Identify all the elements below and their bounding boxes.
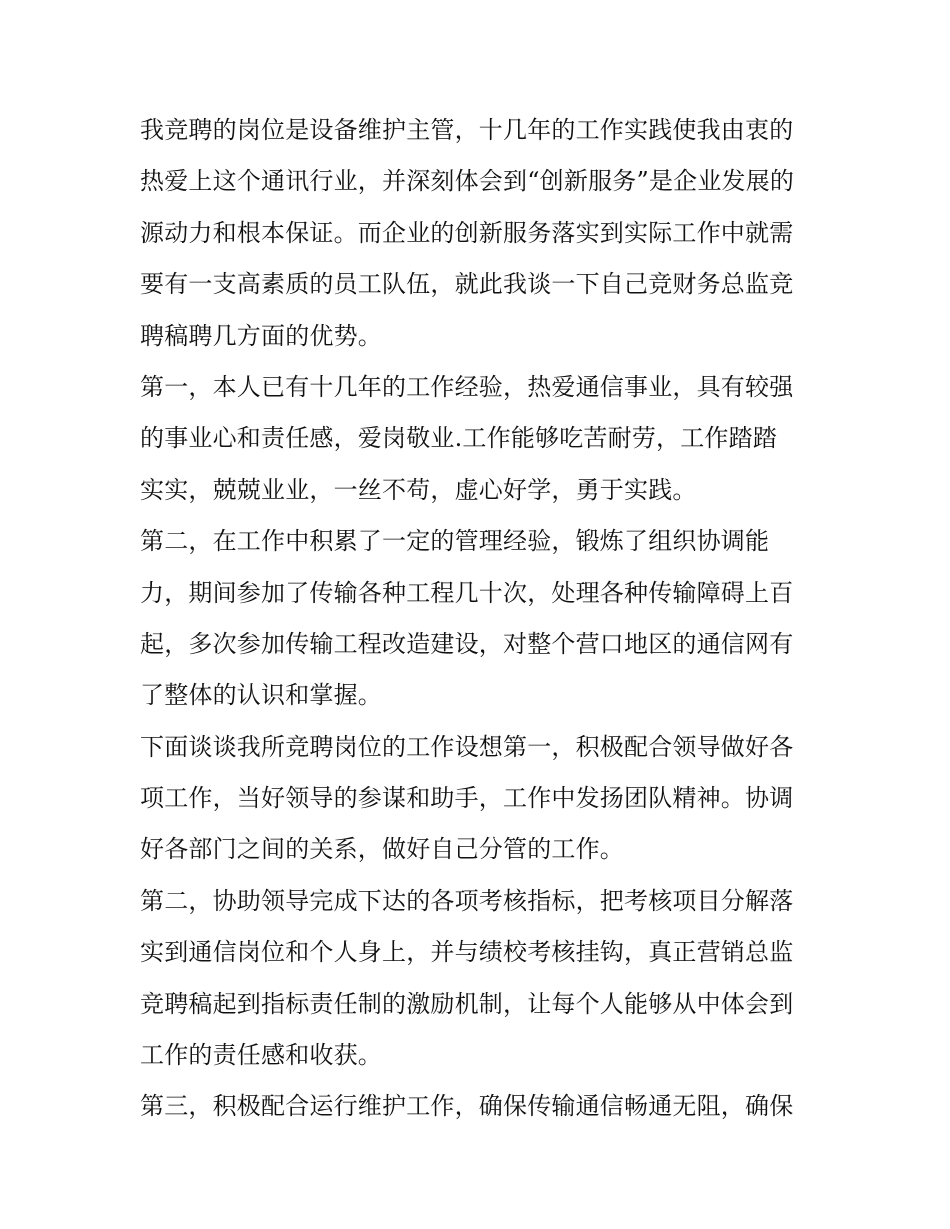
text-line: 源动力和根本保证。而企业的创新服务落实到实际工作中就需 — [140, 218, 794, 247]
paragraph-intro — [140, 105, 820, 362]
text-line: 热爱上这个通讯行业，并深刻体会到“创新服务”是企业发展的 — [140, 167, 795, 196]
paragraph-first — [140, 362, 820, 516]
paragraph-second — [140, 516, 820, 722]
text-line: 好各部门之间的关系，做好自己分管的工作。 — [140, 835, 624, 864]
paragraph-plan-second — [140, 876, 820, 1082]
text-line: 力，期间参加了传输各种工程几十次，处理各种传输障碍上百 — [140, 578, 794, 607]
text-line: 竞聘稿起到指标责任制的激励机制，让每个人能够从中体会到 — [140, 989, 794, 1018]
text-line: 第二，在工作中积累了一定的管理经验，锻炼了组织协调能 — [140, 527, 770, 556]
text-line: 项工作，当好领导的参谋和助手，工作中发扬团队精神。协调 — [140, 784, 794, 813]
text-line: 第一，本人已有十几年的工作经验，热爱通信事业，具有较强 — [140, 372, 794, 401]
paragraph-plan — [140, 722, 820, 876]
text-line: 的事业心和责任感，爱岗敬业.工作能够吃苦耐劳，工作踏踏 — [140, 424, 778, 453]
document-body — [140, 105, 820, 1133]
text-line: 下面谈谈我所竞聘岗位的工作设想第一，积极配合领导做好各 — [140, 732, 794, 761]
text-line: 聘稿聘几方面的优势。 — [140, 321, 382, 350]
text-line: 起，多次参加传输工程改造建设，对整个营口地区的通信网有 — [140, 629, 794, 658]
text-line: 工作的责任感和收获。 — [140, 1041, 382, 1070]
text-line: 第三，积极配合运行维护工作，确保传输通信畅通无阻，确保 — [140, 1092, 794, 1121]
text-line: 我竞聘的岗位是设备维护主管，十几年的工作实践使我由衷的 — [140, 116, 794, 144]
text-line: 实实，兢兢业业，一丝不苟，虚心好学，勇于实践。 — [140, 475, 697, 504]
paragraph-plan-third — [140, 1081, 820, 1132]
text-line: 第二，协助领导完成下达的各项考核指标，把考核项目分解落 — [140, 886, 794, 915]
text-line: 实到通信岗位和个人身上，并与绩校考核挂钩，真正营销总监 — [140, 938, 794, 967]
text-line: 要有一支高素质的员工队伍，就此我谈一下自己竞财务总监竞 — [140, 270, 794, 299]
text-line: 了整体的认识和掌握。 — [140, 681, 382, 710]
